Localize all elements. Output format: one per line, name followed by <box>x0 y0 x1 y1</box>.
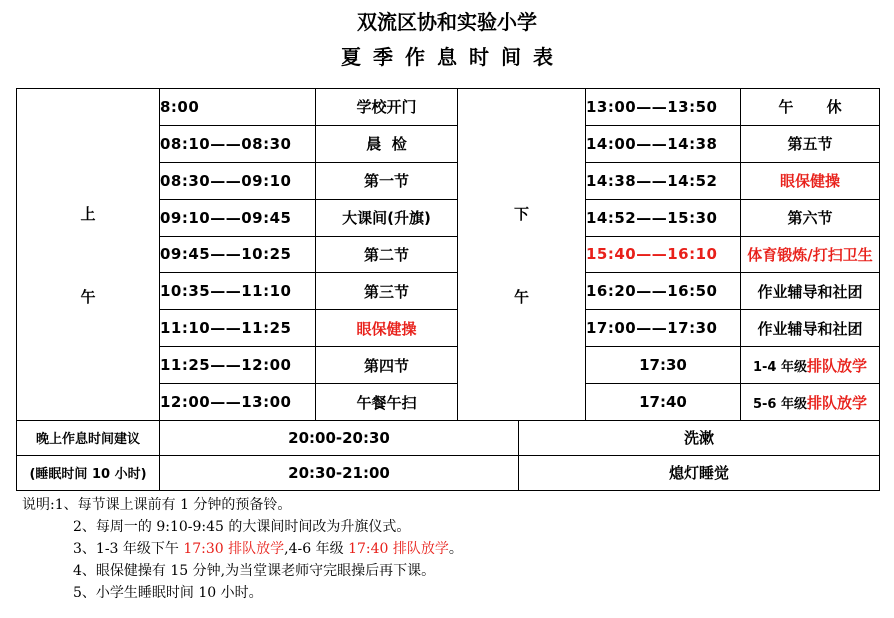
morning-activity: 午餐午扫 <box>316 384 458 421</box>
school-name: 双流区协和实验小学 <box>357 10 537 34</box>
afternoon-activity: 第六节 <box>741 199 880 236</box>
morning-time: 09:10——09:45 <box>160 199 316 236</box>
morning-activity: 第一节 <box>316 162 458 199</box>
morning-time: 08:10——08:30 <box>160 125 316 162</box>
afternoon-activity: 体育锻炼/打扫卫生 <box>741 236 880 273</box>
afternoon-time: 13:00——13:50 <box>586 89 741 126</box>
evening-table <box>16 421 880 491</box>
schedule-table <box>16 88 880 421</box>
schedule-title: 夏季作息时间表 <box>341 45 565 69</box>
afternoon-activity: 眼保健操 <box>741 162 880 199</box>
table-row <box>17 455 880 490</box>
afternoon-label: 下 午 <box>458 89 586 421</box>
evening-time: 20:00-20:30 <box>160 421 519 455</box>
morning-activity: 大课间(升旗) <box>316 199 458 236</box>
morning-activity: 学校开门 <box>316 89 458 126</box>
evening-activity: 洗漱 <box>519 421 880 455</box>
afternoon-time: 16:20——16:50 <box>586 273 741 310</box>
afternoon-activity: 作业辅导和社团 <box>741 310 880 347</box>
afternoon-time: 17:30 <box>586 347 741 384</box>
morning-activity: 第三节 <box>316 273 458 310</box>
evening-sleep-label: (睡眠时间 10 小时) <box>17 455 160 490</box>
morning-time: 09:45——10:25 <box>160 236 316 273</box>
afternoon-activity: 第五节 <box>741 125 880 162</box>
afternoon-time: 14:38——14:52 <box>586 162 741 199</box>
morning-activity: 第二节 <box>316 236 458 273</box>
morning-time: 08:30——09:10 <box>160 162 316 199</box>
afternoon-activity: 5-6 年级排队放学 <box>741 384 880 421</box>
table-row <box>17 421 880 455</box>
afternoon-time: 14:00——14:38 <box>586 125 741 162</box>
afternoon-time: 14:52——15:30 <box>586 199 741 236</box>
morning-activity: 眼保健操 <box>316 310 458 347</box>
note-2: 2、每周一的 9:10-9:45 的大课间时间改为升旗仪式。 <box>73 519 411 535</box>
afternoon-activity: 午 休 <box>741 89 880 126</box>
morning-time: 10:35——11:10 <box>160 273 316 310</box>
afternoon-time: 15:40——16:10 <box>586 236 741 273</box>
morning-time: 8:00 <box>160 89 316 126</box>
afternoon-activity: 1-4 年级排队放学 <box>741 347 880 384</box>
afternoon-activity: 作业辅导和社团 <box>741 273 880 310</box>
note-5: 5、小学生睡眠时间 10 小时。 <box>73 585 263 601</box>
note-4: 4、眼保健操有 15 分钟,为当堂课老师守完眼操后再下课。 <box>73 563 436 579</box>
note-3: 3、1-3 年级下午 17:30 排队放学,4-6 年级 17:40 排队放学。 <box>73 541 463 557</box>
note-1: 说明:1、每节课上课前有 1 分钟的预备铃。 <box>22 497 292 513</box>
morning-time: 12:00——13:00 <box>160 384 316 421</box>
afternoon-time: 17:40 <box>586 384 741 421</box>
notes <box>22 494 882 604</box>
evening-time: 20:30-21:00 <box>160 455 519 490</box>
morning-time: 11:25——12:00 <box>160 347 316 384</box>
morning-time: 11:10——11:25 <box>160 310 316 347</box>
morning-activity: 晨 检 <box>316 125 458 162</box>
evening-label: 晚上作息时间建议 <box>17 421 160 455</box>
morning-activity: 第四节 <box>316 347 458 384</box>
table-row <box>17 89 880 126</box>
afternoon-time: 17:00——17:30 <box>586 310 741 347</box>
evening-activity: 熄灯睡觉 <box>519 455 880 490</box>
morning-label: 上 午 <box>17 89 160 421</box>
